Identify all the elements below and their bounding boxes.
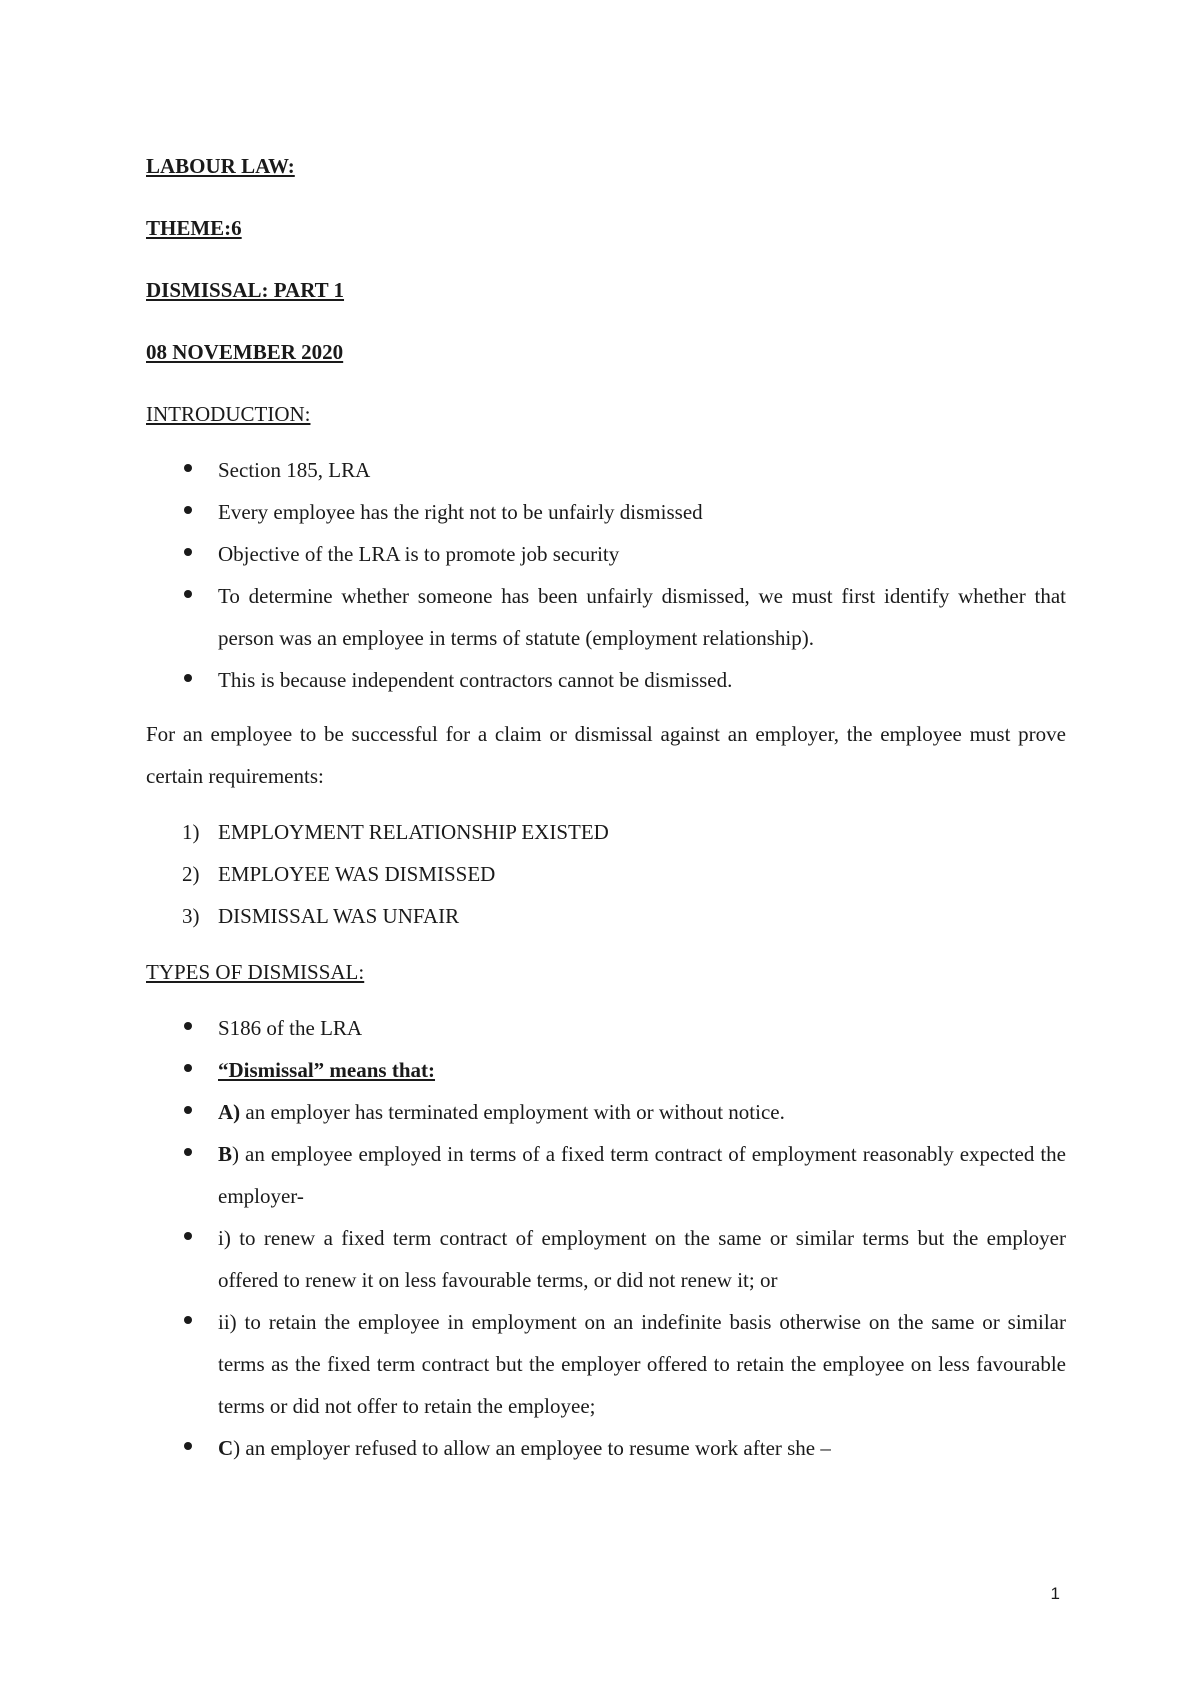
theme-heading: THEME:6 xyxy=(146,216,242,240)
list-number: 3) xyxy=(182,904,200,928)
list-item-text: ) an employee employed in terms of a fixed term contract of employment reasonably expected the employer- xyxy=(218,1142,1066,1208)
types-of-dismissal-heading: TYPES OF DISMISSAL: xyxy=(146,960,365,984)
list-item-text: To determine whether someone has been unfairly dismissed, we must first identify whether that person was an employee in terms of statute (employment relationship). xyxy=(218,584,1066,650)
list-item-text: ii) to retain the employee in employment on an indefinite basis otherwise on the same or similar terms as the fixed term contract but the employer offered to retain the employee on less favourable terms or did not offer to retain the employee; xyxy=(218,1310,1066,1418)
bullet-icon xyxy=(184,674,192,682)
list-item xyxy=(146,491,1066,533)
dismissal-definition-label: “Dismissal” means that: xyxy=(218,1058,436,1082)
introduction-heading: INTRODUCTION: xyxy=(146,402,311,426)
types-of-dismissal-list xyxy=(146,1007,1066,1469)
list-item xyxy=(146,895,1066,937)
list-item-text: ) an employer refused to allow an employee to resume work after she – xyxy=(233,1436,831,1460)
list-number: 2) xyxy=(182,862,200,886)
bullet-icon xyxy=(184,1106,192,1114)
list-item xyxy=(146,811,1066,853)
bullet-icon xyxy=(184,1022,192,1030)
bullet-icon xyxy=(184,464,192,472)
list-item xyxy=(146,1091,1066,1133)
list-item-text: S186 of the LRA xyxy=(218,1016,363,1040)
list-item xyxy=(146,1049,1066,1091)
clause-label: A) xyxy=(218,1100,241,1124)
bullet-icon xyxy=(184,1064,192,1072)
list-item-text: DISMISSAL WAS UNFAIR xyxy=(218,904,460,928)
requirements-list xyxy=(146,811,1066,937)
list-item-text: i) to renew a fixed term contract of employment on the same or similar terms but the employer offered to renew it on less favourable terms, or did not renew it; or xyxy=(218,1226,1066,1292)
list-item xyxy=(146,1301,1066,1427)
date-heading: 08 NOVEMBER 2020 xyxy=(146,340,344,364)
introduction-list xyxy=(146,449,1066,701)
list-item-text: EMPLOYEE WAS DISMISSED xyxy=(218,862,496,886)
bullet-icon xyxy=(184,1232,192,1240)
list-item xyxy=(146,1133,1066,1217)
list-item xyxy=(146,853,1066,895)
bullet-icon xyxy=(184,506,192,514)
list-item-text: Section 185, LRA xyxy=(218,458,371,482)
list-item xyxy=(146,1007,1066,1049)
subtitle-heading: DISMISSAL: PART 1 xyxy=(146,278,345,302)
list-item-text: EMPLOYMENT RELATIONSHIP EXISTED xyxy=(218,820,609,844)
bullet-icon xyxy=(184,1442,192,1450)
list-item xyxy=(146,1217,1066,1301)
list-item-text: Objective of the LRA is to promote job security xyxy=(218,542,620,566)
clause-label: C xyxy=(218,1436,234,1460)
list-number: 1) xyxy=(182,820,200,844)
list-item-text: This is because independent contractors cannot be dismissed. xyxy=(218,668,733,692)
bullet-icon xyxy=(184,1148,192,1156)
page-number: 1 xyxy=(1050,1584,1060,1603)
list-item-text: an employer has terminated employment with or without notice. xyxy=(240,1100,785,1124)
clause-label: B xyxy=(218,1142,233,1166)
bullet-icon xyxy=(184,1316,192,1324)
list-item xyxy=(146,533,1066,575)
list-item xyxy=(146,659,1066,701)
document-body xyxy=(146,145,1066,1481)
list-item-text: Every employee has the right not to be unfairly dismissed xyxy=(218,500,703,524)
bullet-icon xyxy=(184,590,192,598)
list-item xyxy=(146,575,1066,659)
list-item xyxy=(146,1427,1066,1469)
claim-paragraph: For an employee to be successful for a claim or dismissal against an employer, the employee must prove certain requirements: xyxy=(146,722,1066,788)
bullet-icon xyxy=(184,548,192,556)
list-item xyxy=(146,449,1066,491)
document-title: LABOUR LAW: xyxy=(146,154,295,178)
